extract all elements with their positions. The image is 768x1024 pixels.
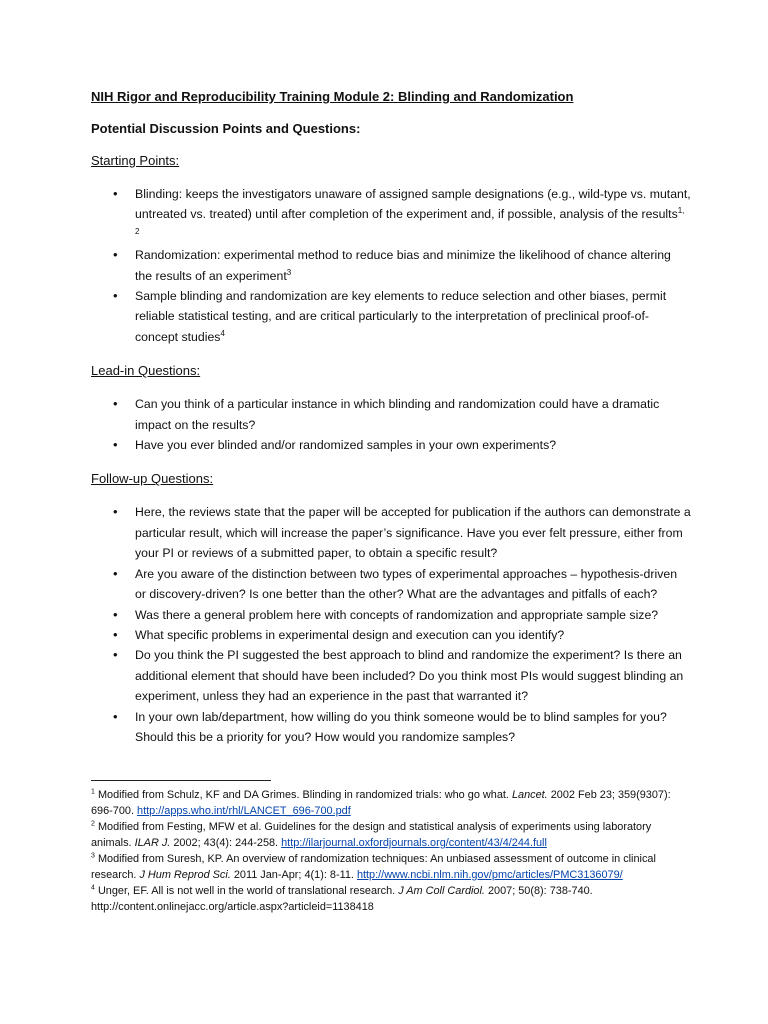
document-subtitle: Potential Discussion Points and Questions: <box>91 121 361 136</box>
follow-up-list <box>91 502 691 747</box>
list-item: • Was there a general problem here with concepts of randomization and appropriate sample size? <box>91 605 691 625</box>
bullet-icon: • <box>113 606 118 622</box>
footnote-1: $^1$ Modified from Schulz, KF and DA Grimes. Blinding in randomized trials: who go what. Lancet. 2002 Feb 23; 359(9307): 696-700. http://apps.who.int/rhl/LANCET_696-700.pdf <box>91 788 671 817</box>
bullet-icon: • <box>113 247 118 263</box>
list-item: • Are you aware of the distinction between two types of experimental approaches – hypothesis-driven or discovery-driven? Is one better than the other? What are the advantages and pitfalls of each? <box>113 565 678 602</box>
bullet-icon: • <box>113 186 118 201</box>
list-item: • Can you think of a particular instance in which blinding and randomization could have a dramatic impact on the results? <box>113 396 660 432</box>
bullet-icon: • <box>113 565 118 581</box>
list-item: • What specific problems in experimental design and execution can you identify? <box>91 625 691 645</box>
lead-in-list <box>91 394 691 455</box>
starting-points-heading: Starting Points: <box>91 153 180 168</box>
footnote-3-link[interactable]: http://www.ncbi.nlm.nih.gov/pmc/articles/PMC3136079/ <box>356 869 623 881</box>
starting-points-list <box>91 184 691 347</box>
follow-up-heading: Follow-up Questions: <box>91 471 214 487</box>
footnote-4-url: http://content.onlinejacc.org/article.aspx?articleid=1138418 <box>91 901 374 913</box>
document-body <box>91 88 691 762</box>
bullet-icon: • <box>113 708 118 724</box>
footnote-3: $^3$ Modified from Suresh, KP. An overview of randomization techniques: An unbiased assessment of outcome in clinical research. J Hum Reprod Sci. 2011 Jan-Apr; 4(1): 8-11. http://www.ncbi.nlm.nih.gov/pmc/articles/PMC3136079/ <box>91 852 656 881</box>
footnote-ref[interactable]: 1, 2 <box>135 206 685 236</box>
bullet-icon: • <box>113 626 118 642</box>
list-item: • Do you think the PI suggested the best approach to blind and randomize the experiment? Is there an additional element that should have been included? Do you think most PIs would suggest blinding an experiment, unless they had an experience in the past that warranted it? <box>113 647 684 704</box>
footnote-2-link[interactable]: http://ilarjournal.oxfordjournals.org/content/43/4/244.full <box>281 837 547 849</box>
footnote-ref[interactable]: 3 <box>286 267 292 277</box>
bullet-icon: • <box>113 396 118 412</box>
list-item: • Here, the reviews state that the paper will be accepted for publication if the authors can demonstrate a particular result, which will increase the paper’s significance. Have you ever felt pressure, either from your PI or reviews of a submitted paper, to obtain a specific result? <box>113 504 691 561</box>
list-item: • Sample blinding and randomization are key elements to reduce selection and other biases, permit reliable statistical testing, and are critical particularly to the interpretation of preclinical proof-of-concept studies$^4$ <box>113 288 667 344</box>
footnote-1-link[interactable]: http://apps.who.int/rhl/LANCET_696-700.pdf <box>137 805 351 817</box>
list-item: • Randomization: experimental method to reduce bias and minimize the likelihood of chance altering the results of an experiment$^3$ <box>113 247 671 283</box>
bullet-icon: • <box>113 504 118 520</box>
footnote-4: $^4$ Unger, EF. All is not well in the world of translational research. J Am Coll Cardiol. 2007; 50(8): 738-740. http://content.onlinejacc.org/article.aspx?articleid=1138418 <box>91 884 593 913</box>
lead-in-heading: Lead-in Questions: <box>91 363 201 379</box>
document-title: NIH Rigor and Reproducibility Training Module 2: Blinding and Randomization <box>91 89 574 104</box>
footnotes <box>91 787 691 915</box>
bullet-icon: • <box>113 288 118 304</box>
footnote-2: $^2$ Modified from Festing, MFW et al. Guidelines for the design and statistical analysis of experiments using laboratory animals. ILAR J. 2002; 43(4): 244-258. http://ilarjournal.oxfordjournals.org/content/43/4/244.full <box>91 820 652 849</box>
footnote-divider <box>91 780 271 781</box>
bullet-icon: • <box>113 647 118 663</box>
footnote-ref[interactable]: 4 <box>220 328 225 338</box>
list-item: • Blinding: keeps the investigators unaware of assigned sample designations (e.g., wild-type vs. mutant, untreated vs. treated) until after completion of the experiment and, if possible, analysis of the results$^{1, 2}$ <box>113 186 691 236</box>
list-item: • In your own lab/department, how willing do you think someone would be to blind samples for you? Should this be a priority for you? How would you randomize samples? <box>113 708 667 744</box>
bullet-icon: • <box>113 437 118 453</box>
list-item: • Have you ever blinded and/or randomized samples in your own experiments? <box>91 435 691 455</box>
